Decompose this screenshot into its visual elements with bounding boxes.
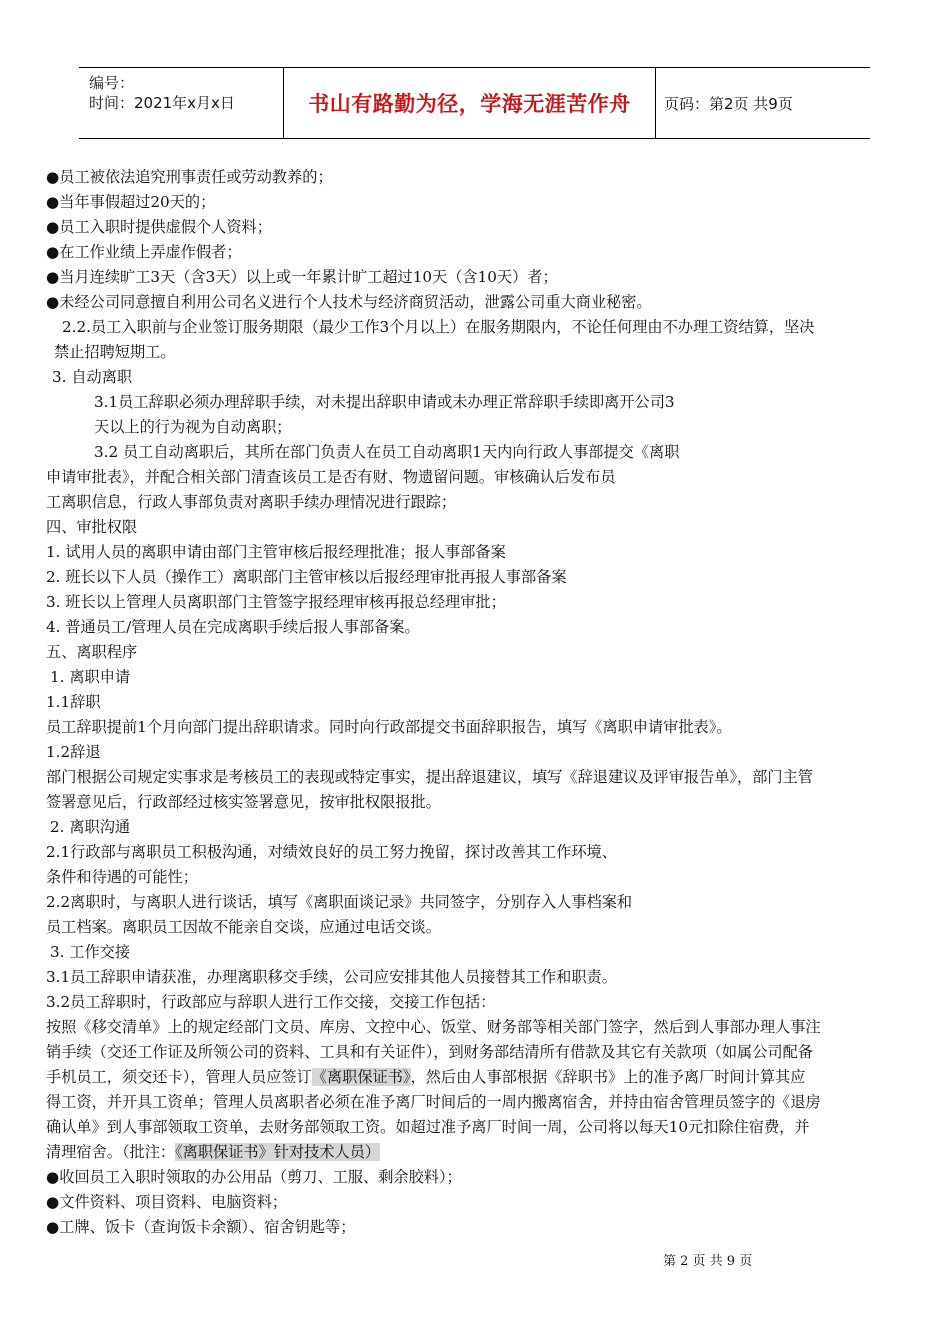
bullet-line: ●员工入职时提供虚假个人资料； <box>46 218 272 236</box>
highlighted-annotation: 《离职保证书》针对技术人员） <box>175 1143 381 1161</box>
section-heading: 四、审批权限 <box>46 518 138 536</box>
list-item: 2. 班长以下人员（操作工）离职部门主管审核以后报经理审批再报人事部备案 <box>46 568 567 586</box>
paragraph-line: 销手续（交还工作证及所领公司的资料、工具和有关证件），到财务部结清所有借款及其它有关款项（如属公司配备 <box>46 1043 813 1061</box>
paragraph-line: 2.2.员工入职前与企业签订服务期限（最少工作3个月以上）在服务期限内，不论任何理由不办理工资结算，坚决 <box>62 318 815 336</box>
text-run: 清理宿舍。（批注： <box>46 1143 176 1161</box>
highlighted-text: 《离职保证书》 <box>311 1068 411 1086</box>
bullet-line: ●当月连续旷工3天（含3天）以上或一年累计旷工超过10天（含10天）者； <box>46 268 558 286</box>
paragraph-line: 条件和待遇的可能性； <box>46 868 198 886</box>
subsection-heading: 3. 工作交接 <box>50 943 131 961</box>
paragraph-line <box>46 1140 380 1164</box>
bullet-line: ●收回员工入职时领取的办公用品（剪刀、工服、剩余胶料）； <box>46 1168 462 1186</box>
paragraph-line: 员工档案。离职员工因故不能亲自交谈，应通过电话交谈。 <box>46 918 441 936</box>
bullet-line: ●未经公司同意擅自利用公司名义进行个人技术与经济商贸活动，泄露公司重大商业秘密。 <box>46 293 652 311</box>
bullet-line: ●当年事假超过20天的； <box>46 193 216 211</box>
paragraph-line: 2.2离职时，与离职人进行谈话，填写《离职面谈记录》共同签字，分别存入人事档案和 <box>46 893 633 911</box>
list-item: 4. 普通员工/管理人员在完成离职手续后报人事部备案。 <box>46 618 420 636</box>
paragraph-line: 员工辞职提前1个月向部门提出辞职请求。同时向行政部提交书面辞职报告，填写《离职申请审批表》。 <box>46 718 732 736</box>
bullet-line: ●员工被依法追究刑事责任或劳动教养的； <box>46 168 333 186</box>
paragraph-line: 3.2员工辞职时，行政部应与辞职人进行工作交接，交接工作包括： <box>46 993 496 1011</box>
subsection-heading: 1.2辞退 <box>46 743 101 761</box>
header-page-cell <box>664 68 793 138</box>
subsection-heading: 1.1辞职 <box>46 693 101 711</box>
date-label: 时间：2021年x月x日 <box>89 94 235 112</box>
paragraph-line: 2.1行政部与离职员工积极沟通，对绩效良好的员工努力挽留，探讨改善其工作环境、 <box>46 843 617 861</box>
paragraph-line: 工离职信息，行政人事部负责对离职手续办理情况进行跟踪； <box>46 493 457 511</box>
bullet-line: ●工牌、饭卡（查询饭卡余额）、宿舍钥匙等； <box>46 1218 356 1236</box>
page-info: 页码：第2页 共9页 <box>664 94 793 113</box>
subsection-heading: 1. 离职申请 <box>50 668 131 686</box>
header-motto-cell <box>284 68 656 138</box>
paragraph-line <box>46 1065 805 1089</box>
paragraph-line: 3.2 员工自动离职后，其所在部门负责人在员工自动离职1天内向行政人事部提交《离职 <box>94 443 680 461</box>
paragraph-line: 3.1员工辞职必须办理辞职手续，对未提出辞职申请或未办理正常辞职手续即离开公司3 <box>94 393 675 411</box>
paragraph-line: 得工资，并开具工资单；管理人员离职者必须在准予离厂时间后的一周内搬离宿舍，并持由宿舍管理员签字的《退房 <box>46 1093 821 1111</box>
paragraph-line: 按照《移交清单》上的规定经部门文员、库房、文控中心、饭堂、财务部等相关部门签字，然后到人事部办理人事注 <box>46 1018 821 1036</box>
section-heading: 3. 自动离职 <box>52 368 133 386</box>
serial-number-label: 编号： <box>89 74 135 92</box>
page-footer: 第 2 页 共 9 页 <box>663 1254 753 1269</box>
paragraph-line: 部门根据公司规定实事求是考核员工的表现或特定事实，提出辞退建议，填写《辞退建议及评审报告单》，部门主管 <box>46 768 813 786</box>
subsection-heading: 2. 离职沟通 <box>50 818 131 836</box>
text-run: 手机员工，须交还卡），管理人员应签订 <box>46 1068 312 1086</box>
bullet-line: ●文件资料、项目资料、电脑资料； <box>46 1193 288 1211</box>
document-header <box>79 67 870 139</box>
section-heading: 五、离职程序 <box>46 643 138 661</box>
header-meta-cell <box>79 68 284 138</box>
list-item: 3. 班长以上管理人员离职部门主管签字报经理审核再报总经理审批； <box>46 593 506 611</box>
bullet-line: ●在工作业绩上弄虚作假者； <box>46 243 242 261</box>
paragraph-line: 3.1员工辞职申请获准，办理离职移交手续，公司应安排其他人员接替其工作和职责。 <box>46 968 617 986</box>
paragraph-line: 天以上的行为视为自动离职； <box>94 418 292 436</box>
list-item: 1. 试用人员的离职申请由部门主管审核后报经理批准；报人事部备案 <box>46 543 506 561</box>
paragraph-line: 签署意见后，行政部经过核实签署意见，按审批权限报批。 <box>46 793 441 811</box>
motto-text: 书山有路勤为径，学海无涯苦作舟 <box>308 92 631 116</box>
paragraph-line: 禁止招聘短期工。 <box>54 343 176 361</box>
text-run: ，然后由人事部根据《辞职书》上的准予离厂时间计算其应 <box>410 1068 806 1086</box>
paragraph-line: 申请审批表》，并配合相关部门清查该员工是否有财、物遗留问题。审核确认后发布员 <box>46 468 616 486</box>
paragraph-line: 确认单》到人事部领取工资单，去财务部领取工资。如超过准予离厂时间一周，公司将以每天10元扣除住宿费，并 <box>46 1118 810 1136</box>
